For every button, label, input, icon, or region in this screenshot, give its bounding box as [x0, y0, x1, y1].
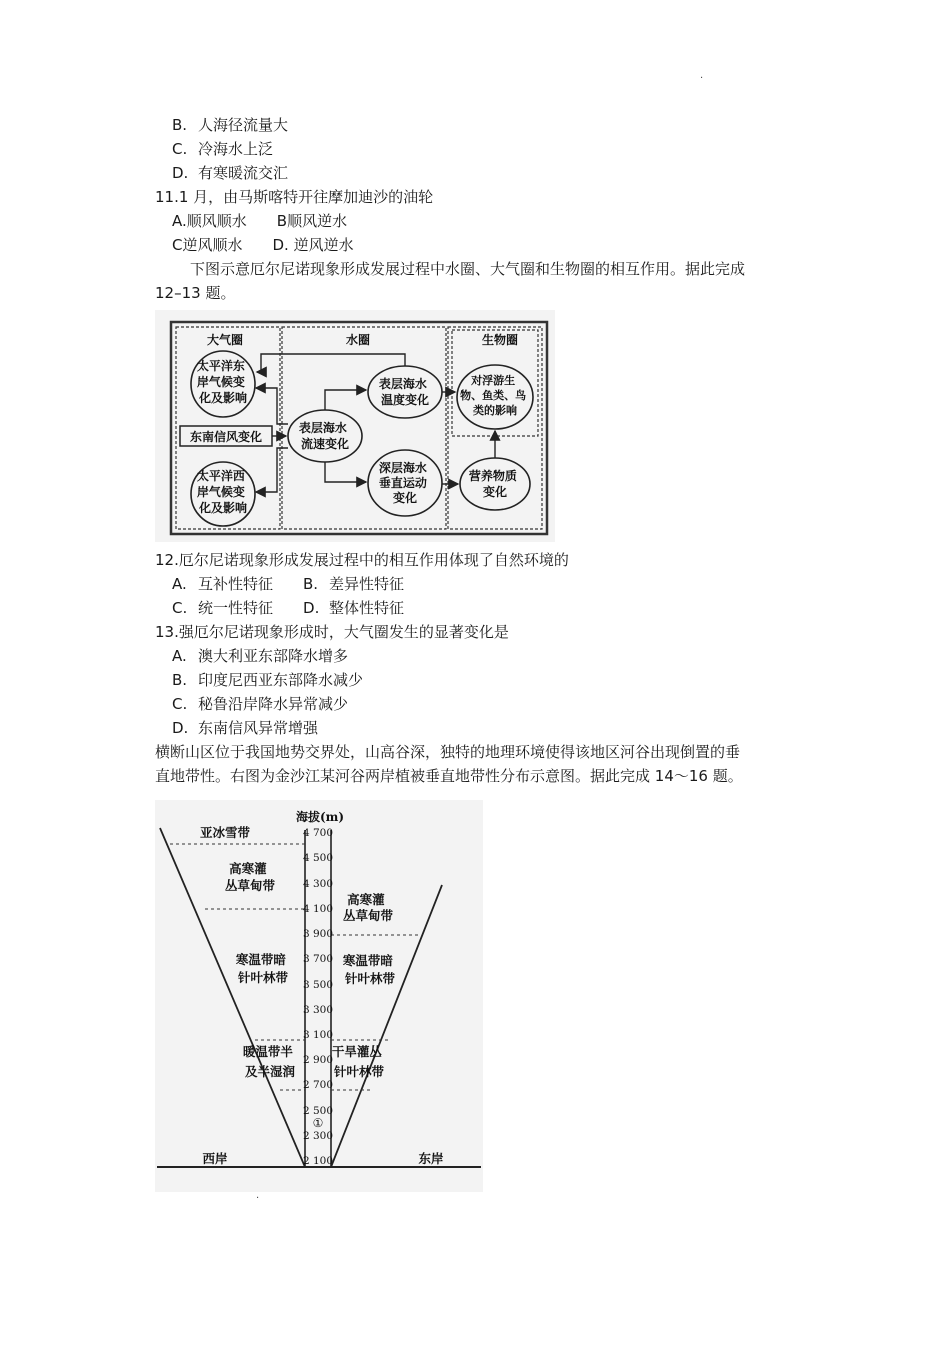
page-dot: . — [700, 70, 704, 81]
surface-temp-node — [368, 366, 442, 418]
q10-option-d: D. 有寒暖流交汇 — [172, 164, 289, 182]
q10-option-c: C. 冷海水上泛 — [172, 140, 274, 158]
tick-4300: 4 300 — [302, 878, 334, 890]
east-bank-label: 东岸 — [418, 1151, 444, 1166]
surface-speed-node — [288, 410, 362, 462]
intro-12-13-line1: 下图示意厄尔尼诺现象形成发展过程中水圈、大气圈和生物圈的相互作用。据此完成 — [190, 260, 746, 278]
vertical-zonation-diagram — [155, 800, 483, 1192]
intro-14-16-line2: 直地带性。右图为金沙江某河谷两岸植被垂直地带性分布示意图。据此完成 14～16 题。 — [155, 767, 743, 785]
axis-title: 海拔(m) — [295, 810, 345, 824]
west-alpine-label: 高寒灌 丛草甸带 — [224, 861, 276, 893]
arrow-speed-to-temp — [325, 390, 366, 410]
q12-options-row2: C. 统一性特征 D. 整体性特征 — [172, 599, 405, 617]
q11-options-row1: A.顺风顺水 B顺风逆水 — [172, 212, 348, 230]
svg-text:对浮游生 物、鱼类、鸟 类的影响: 对浮游生 物、鱼类、鸟 类的影响 — [460, 374, 527, 417]
q13-option-c: C. 秘鲁沿岸降水异常减少 — [172, 695, 349, 713]
east-warm-label: 干旱灌丛 针叶林带 — [331, 1044, 385, 1079]
tick-2500: 2 500 — [302, 1105, 334, 1117]
west-warm-label: 暖温带半 及半湿润 — [242, 1044, 296, 1079]
tick-2700: 2 700 — [302, 1079, 334, 1091]
q13-stem: 13.强厄尔尼诺现象形成时，大气圈发生的显著变化是 — [155, 623, 509, 641]
svg-text:营养物质 变化: 营养物质 变化 — [468, 469, 517, 499]
nutrients-node — [460, 458, 530, 510]
arrow-speed-to-west — [256, 448, 288, 492]
tick-3700: 3 700 — [302, 953, 334, 965]
west-subnival-label: 亚冰雪带 — [199, 825, 251, 840]
biosphere-label: 生物圈 — [481, 333, 519, 347]
trade-wind-text: 东南信风变化 — [189, 430, 263, 444]
west-bank-label: 西岸 — [202, 1151, 228, 1166]
q10-option-b: B. 人海径流量大 — [172, 116, 289, 134]
circle-mark: ① — [312, 1116, 324, 1130]
tick-3300: 3 300 — [302, 1004, 334, 1016]
tick-3900: 3 900 — [302, 928, 334, 940]
east-slope — [331, 885, 442, 1167]
svg-text:表层海水 温度变化: 表层海水 温度变化 — [378, 377, 430, 407]
intro-12-13-line2: 12–13 题。 — [155, 284, 236, 302]
q12-options-row1: A. 互补性特征 B. 差异性特征 — [172, 575, 405, 593]
arrow-speed-to-deep — [325, 462, 366, 482]
arrow-temp-to-east — [257, 354, 405, 372]
west-conifer-label: 寒温带暗 针叶林带 — [235, 952, 289, 985]
atmosphere-label: 大气圈 — [206, 333, 244, 347]
east-conifer-label: 寒温带暗 针叶林带 — [342, 953, 396, 986]
q13-option-a: A. 澳大利亚东部降水增多 — [172, 647, 349, 665]
tick-4700: 4 700 — [302, 827, 334, 839]
q11-stem: 11.1 月，由马斯喀特开往摩加迪沙的油轮 — [155, 188, 434, 206]
q13-option-d: D. 东南信风异常增强 — [172, 719, 319, 737]
page-dot-bottom: . — [256, 1190, 260, 1201]
arrow-speed-to-east — [256, 388, 288, 424]
hydrosphere-label: 水圈 — [345, 333, 371, 347]
tick-2900: 2 900 — [302, 1054, 334, 1066]
q12-stem: 12.厄尔尼诺现象形成发展过程中的相互作用体现了自然环境的 — [155, 551, 569, 569]
tick-3500: 3 500 — [302, 979, 334, 991]
tick-4100: 4 100 — [302, 903, 334, 915]
svg-text:太平洋西 岸气候变 化及影响: 太平洋西 岸气候变 化及影响 — [196, 469, 248, 515]
svg-text:太平洋东 岸气候变 化及影响: 太平洋东 岸气候变 化及影响 — [196, 359, 248, 405]
tick-2300: 2 300 — [302, 1130, 334, 1142]
tick-4500: 4 500 — [302, 852, 334, 864]
el-nino-diagram — [155, 310, 555, 542]
q13-option-b: B. 印度尼西亚东部降水减少 — [172, 671, 364, 689]
q11-options-row2: C逆风顺水 D. 逆风逆水 — [172, 236, 354, 254]
tick-2100: 2 100 — [302, 1155, 334, 1167]
intro-14-16-line1: 横断山区位于我国地势交界处，山高谷深，独特的地理环境使得该地区河谷出现倒置的垂 — [155, 743, 741, 761]
east-alpine-label: 高寒灌 丛草甸带 — [342, 892, 394, 923]
tick-3100: 3 100 — [302, 1029, 334, 1041]
svg-text:表层海水 流速变化: 表层海水 流速变化 — [298, 421, 350, 451]
svg-text:深层海水 垂直运动 变化: 深层海水 垂直运动 变化 — [378, 461, 427, 505]
